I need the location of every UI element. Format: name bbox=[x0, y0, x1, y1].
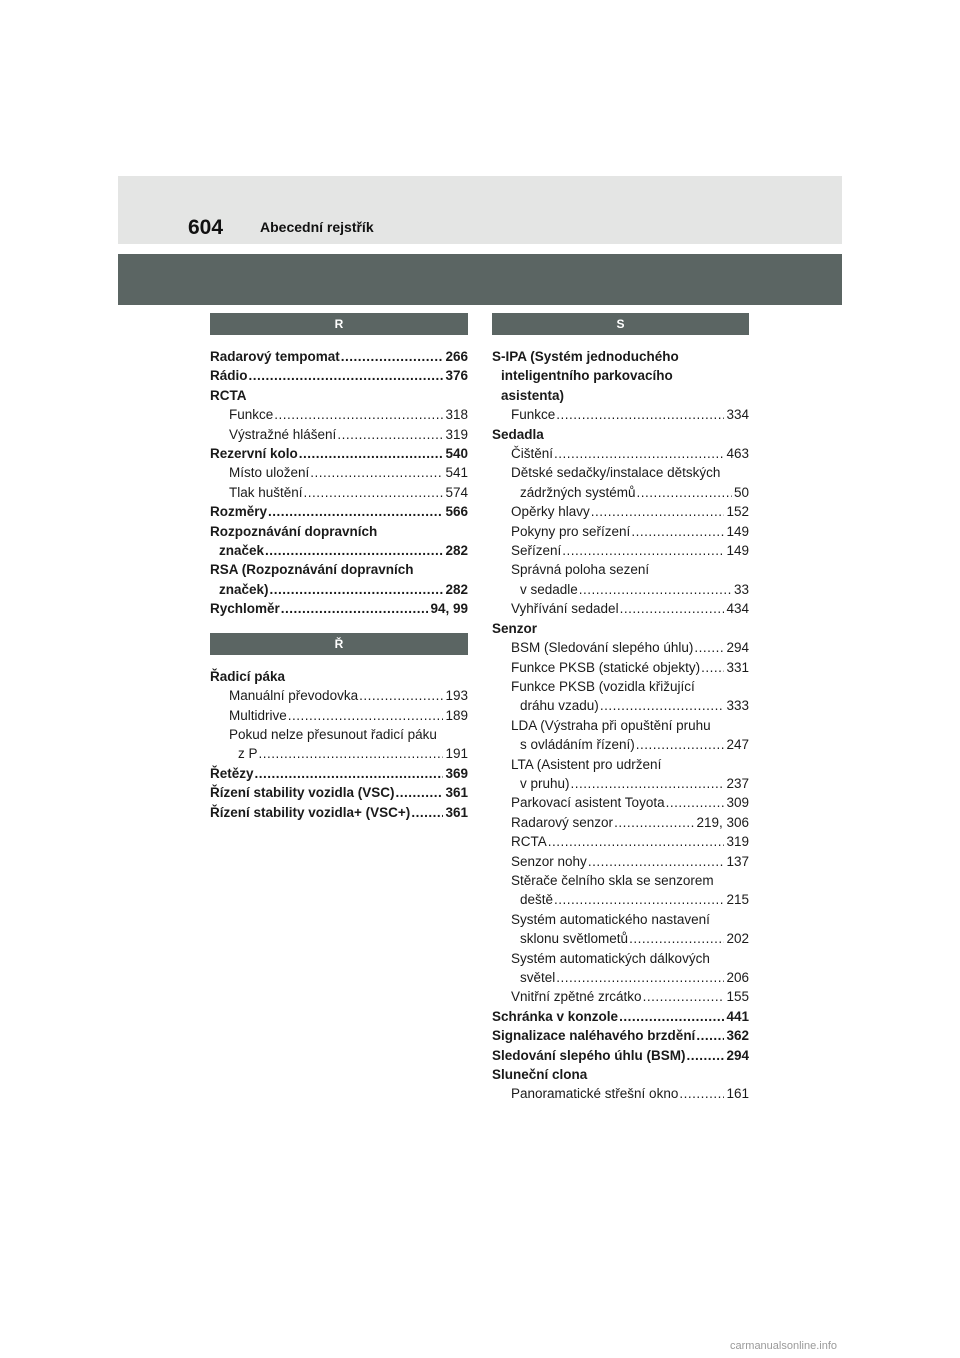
index-subentry: Tlak huštění ..... 574 bbox=[210, 483, 468, 502]
index-heading: Řadicí páka bbox=[210, 668, 286, 684]
index-entry: Schránka v konzole ..... 441 bbox=[492, 1007, 749, 1026]
index-subentry-line: Pokud nelze přesunout řadicí páku bbox=[229, 726, 437, 742]
index-subentry-line: Systém automatických dálkových bbox=[511, 950, 710, 966]
index-entry-continuation: značek) ..... 282 bbox=[210, 580, 468, 599]
index-subentry: Manuální převodovka ..... 193 bbox=[210, 686, 468, 705]
index-subentry: Čištění ..... 463 bbox=[492, 444, 749, 463]
header-band bbox=[118, 176, 842, 244]
index-subentry-line: Dětské sedačky/instalace dětských bbox=[511, 465, 721, 481]
index-subentry: Funkce ..... 318 bbox=[210, 405, 468, 424]
index-subentry: Opěrky hlavy ..... 152 bbox=[492, 502, 749, 521]
letter-heading-s: S bbox=[492, 313, 749, 335]
index-subentry: Vyhřívání sedadel ..... 434 bbox=[492, 599, 749, 618]
index-subentry-continuation: v pruhu) ..... 237 bbox=[492, 774, 749, 793]
index-subentry-line: Systém automatického nastavení bbox=[511, 911, 710, 927]
index-entry: Řízení stability vozidla (VSC) ..... 361 bbox=[210, 783, 468, 802]
index-subentry: Funkce PKSB (statické objekty) ..... 331 bbox=[492, 658, 749, 677]
index-subentry: BSM (Sledování slepého úhlu) ..... 294 bbox=[492, 638, 749, 657]
index-subentry: Místo uložení ..... 541 bbox=[210, 463, 468, 482]
index-subentry: Multidrive ..... 189 bbox=[210, 706, 468, 725]
index-subentry-continuation: s ovládáním řízení) ..... 247 bbox=[492, 735, 749, 754]
index-entry-line: asistenta) bbox=[501, 387, 565, 403]
index-subentry: Seřízení ..... 149 bbox=[492, 541, 749, 560]
index-subentry-line: Stěrače čelního skla se senzorem bbox=[511, 872, 714, 888]
index-heading: Sluneční clona bbox=[492, 1067, 588, 1083]
index-subentry-continuation: v sedadle ..... 33 bbox=[492, 580, 749, 599]
letter-heading-r: R bbox=[210, 313, 468, 335]
index-subentry: Senzor nohy ..... 137 bbox=[492, 852, 749, 871]
index-subentry-continuation: z P ..... 191 bbox=[210, 744, 468, 763]
index-subentry: Panoramatické střešní okno ..... 161 bbox=[492, 1084, 749, 1103]
index-heading: RCTA bbox=[210, 387, 247, 403]
index-subentry-line: LTA (Asistent pro udržení bbox=[511, 756, 662, 772]
watermark: carmanualsonline.info bbox=[730, 1340, 838, 1352]
index-entry: Řetězy ..... 369 bbox=[210, 764, 468, 783]
index-heading: Sedadla bbox=[492, 426, 544, 442]
section-title: Abecední rejstřík bbox=[260, 219, 374, 235]
index-entry: Rezervní kolo ..... 540 bbox=[210, 444, 468, 463]
dark-band bbox=[118, 254, 842, 305]
index-entry: Rozměry ..... 566 bbox=[210, 502, 468, 521]
index-subentry: Parkovací asistent Toyota ..... 309 bbox=[492, 793, 749, 812]
index-entry-line: Rozpoznávání dopravních bbox=[210, 523, 378, 539]
index-entry-continuation: značek ..... 282 bbox=[210, 541, 468, 560]
letter-heading-rr: Ř bbox=[210, 633, 468, 655]
index-entry: Rychloměr ..... 94, 99 bbox=[210, 599, 468, 618]
index-entry-line: inteligentního parkovacího bbox=[501, 368, 673, 384]
index-subentry-line: Funkce PKSB (vozidla křižující bbox=[511, 678, 695, 694]
index-entry-line: RSA (Rozpoznávání dopravních bbox=[210, 562, 414, 578]
index-subentry: Radarový senzor ..... 219, 306 bbox=[492, 813, 749, 832]
index-entry: Rádio ..... 376 bbox=[210, 366, 468, 385]
index-subentry: Vnitřní zpětné zrcátko ..... 155 bbox=[492, 987, 749, 1006]
index-entry: Radarový tempomat ..... 266 bbox=[210, 347, 468, 366]
index-subentry: Funkce ..... 334 bbox=[492, 405, 749, 424]
index-subentry-continuation: deště ..... 215 bbox=[492, 890, 749, 909]
index-subentry-continuation: dráhu vzadu) ..... 333 bbox=[492, 696, 749, 715]
index-entry-line: S-IPA (Systém jednoduchého bbox=[492, 349, 679, 364]
index-subentry-continuation: sklonu světlometů ..... 202 bbox=[492, 929, 749, 948]
index-entry: Řízení stability vozidla+ (VSC+) ..... 361 bbox=[210, 803, 468, 822]
page-number: 604 bbox=[188, 216, 224, 239]
index-subentry: Výstražné hlášení ..... 319 bbox=[210, 425, 468, 444]
index-subentry-continuation: světel ..... 206 bbox=[492, 968, 749, 987]
index-entry: Signalizace naléhavého brzdění ..... 362 bbox=[492, 1026, 749, 1045]
index-heading: Senzor bbox=[492, 620, 538, 636]
index-entry: Sledování slepého úhlu (BSM) ..... 294 bbox=[492, 1046, 749, 1065]
index-subentry: Pokyny pro seřízení ..... 149 bbox=[492, 522, 749, 541]
index-subentry-line: LDA (Výstraha při opuštění pruhu bbox=[511, 717, 711, 733]
index-subentry: RCTA ..... 319 bbox=[492, 832, 749, 851]
index-subentry-line: Správná poloha sezení bbox=[511, 562, 650, 578]
index-column-left bbox=[210, 313, 468, 822]
index-column-right bbox=[492, 313, 749, 1104]
index-subentry-continuation: zádržných systémů ..... 50 bbox=[492, 483, 749, 502]
